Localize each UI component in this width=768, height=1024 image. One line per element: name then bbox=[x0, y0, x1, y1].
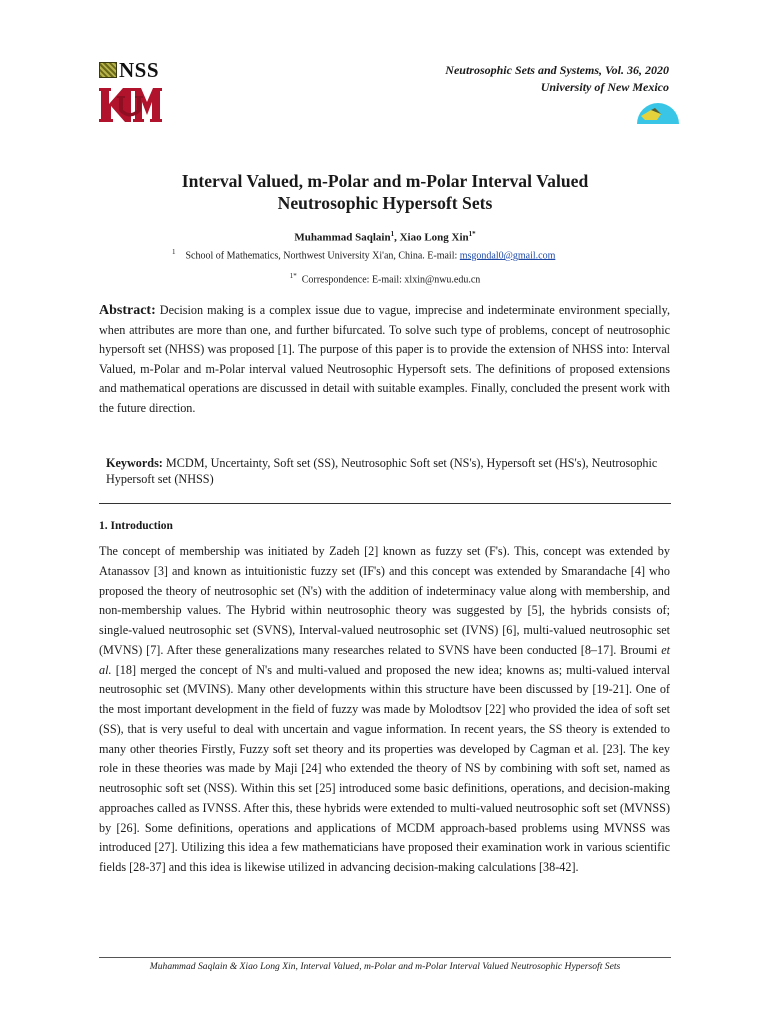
introduction-paragraph bbox=[99, 542, 670, 878]
footer-divider bbox=[99, 957, 671, 958]
journal-citation: Neutrosophic Sets and Systems, Vol. 36, 2020 bbox=[445, 63, 669, 77]
abstract-text: Decision making is a complex issue due to vague, imprecise and indeterminate environment specially, when attributes are more than one, and further bifurcated. To solve such type of problems, concept of neutrosophic hypersoft set (NHSS) was proposed [1]. The purpose of this paper is to provide the extension of NHSS into: Interval Valued, m-Polar and m-Polar interval valued Neutrosophic Hypersoft sets. The definitions of proposed extensions and mathematical operations are discussed in detail with suitable examples. Finally, concluded the present work with the future direction. bbox=[99, 303, 670, 415]
correspondence-text: Correspondence: E-mail: xlxin@nwu.edu.cn bbox=[301, 274, 481, 286]
keywords-label: Keywords: bbox=[106, 456, 163, 470]
nss-logo bbox=[99, 60, 167, 80]
abstract-label: Abstract: bbox=[99, 303, 156, 318]
introduction-text-part-2: [18] merged the concept of N's and multi-valued and proposed the new idea; knowns as; multi-valued interval neutrosophic set (MVINS). Many other developments within this structure have been discussed by [19-21]. One of the most important development in the field of fuzzy was made by Molodtsov [22] who provided the idea of soft set (SS), that is very useful to deal with uncertain and vague information. In recent years, the SS theory is extended to many other theories Firstly, Fuzzy soft set theory and its properties was developed by Cagman et al. [23]. The key role in these theories was made by Maji [24] who extended the theory of NS by combining with soft set, named as neutrosophic soft set (NSS). Within this set [25] introduced some basic definitions, operations, and decision-making approaches called as IVNSS. After this, these hybrids were extended to multi-valued neutrosophic soft set (MVNSS) by [26]. Some definitions, operations and applications of MCDM approach-based problems using MVNSS was introduced [27]. Utilizing this idea a few mathematicians have proposed their examination work in various scientific fields [28-37] and this idea is likewise utilized in advancing decision-making calculations [38-42]. bbox=[99, 662, 670, 874]
nss-logo-mark bbox=[99, 62, 117, 78]
nss-logo-text: NSS bbox=[119, 58, 160, 82]
paper-title-line-1: Interval Valued, m-Polar and m-Polar Interval Valued bbox=[181, 171, 589, 191]
abstract bbox=[99, 301, 670, 419]
author-1-affil-mark: 1 bbox=[390, 230, 395, 238]
introduction-et-al: et al. bbox=[99, 642, 670, 677]
affiliation-mark: 1 bbox=[172, 248, 176, 256]
keywords bbox=[106, 455, 671, 487]
correspondence-mark: 1* bbox=[289, 272, 297, 280]
keywords-text: MCDM, Uncertainty, Soft set (SS), Neutrosophic Soft set (NS's), Hypersoft set (HS's), Neutrosophic Hypersoft set (NHSS) bbox=[106, 456, 658, 486]
author-2: Xiao Long Xin bbox=[399, 231, 469, 244]
author-separator: , bbox=[394, 231, 400, 244]
author-1: Muhammad Saqlain bbox=[294, 231, 391, 244]
university-name: University of New Mexico bbox=[540, 80, 669, 94]
author-list bbox=[99, 230, 671, 244]
paper-title-line-2: Neutrosophic Hypersoft Sets bbox=[277, 193, 493, 213]
affiliation-email-link[interactable]: msgondal0@gmail.com bbox=[459, 250, 556, 262]
section-heading-introduction: 1. Introduction bbox=[99, 520, 173, 532]
paper-title bbox=[99, 170, 671, 214]
introduction-text-part-1: The concept of membership was initiated by Zadeh [2] known as fuzzy set (F's). This, concept was extended by Atanassov [3] and known as intuitionistic fuzzy set (IF's) and this concept was extended by Smarandache [4] who proposed the theory of neutrosophic set (N's) with the addition of indeterminacy value along with membership, and non-membership values. The Hybrid within neutrosophic theory was suggested by [5], the hybrids consists of; single-valued neutrosophic set (SVNS), Interval-valued neutrosophic set (IVNS) [6], multi-valued neutrosophic set (MVNS) [7]. After these generalizations many researches related to SVNS have been conducted [8–17]. Broumi bbox=[99, 544, 670, 657]
affiliation-text: School of Mathematics, Northwest University Xi'an, China. E-mail: bbox=[185, 250, 460, 262]
author-2-affil-mark: 1* bbox=[468, 230, 476, 238]
affiliation bbox=[172, 248, 555, 261]
correspondence bbox=[99, 272, 671, 285]
section-divider bbox=[99, 503, 671, 504]
running-footer: Muhammad Saqlain & Xiao Long Xin, Interval Valued, m-Polar and m-Polar Interval Valued Neutrosophic Hypersoft Sets bbox=[149, 961, 621, 972]
unm-logo bbox=[97, 82, 163, 126]
journal-badge-icon bbox=[637, 100, 679, 124]
